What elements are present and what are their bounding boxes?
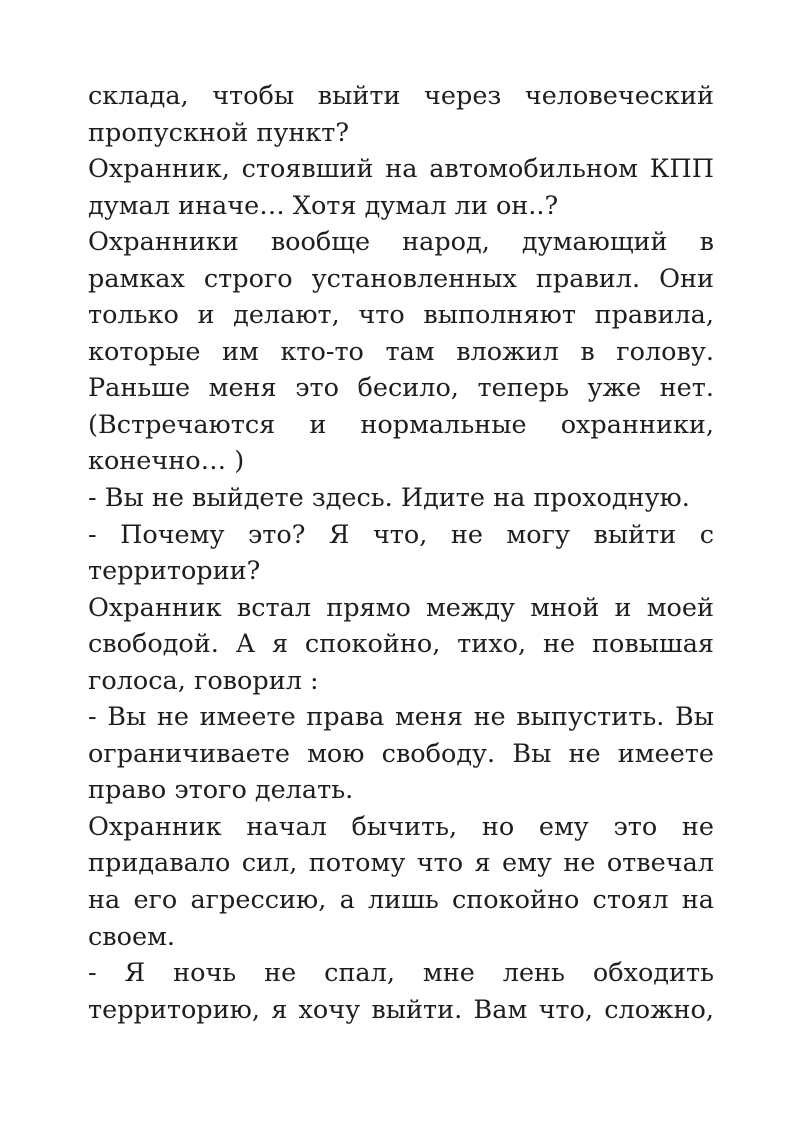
text-line: придавало сил, потому что я ему не отвечал [88,848,714,879]
text-line: (Встречаются и нормальные охранники, [88,409,714,440]
text-line: рамках строго установленных правил. Они [88,263,714,294]
text-line: Охранник, стоявший на автомобильном КПП [88,154,714,185]
text-line: Охранник встал прямо между мной и моей [88,592,714,623]
text-line: Охранник начал бычить, но ему это не [88,811,714,842]
text-line: конечно… ) [88,446,245,477]
text-line: только и делают, что выполняют правила, [88,300,714,331]
text-line: - Вы не выйдете здесь. Идите на проходную. [88,483,690,514]
text-line: право этого делать. [88,775,354,806]
text-line: территории? [88,556,261,587]
text-line: склада, чтобы выйти через человеческий [88,81,714,111]
text-line: территорию, я хочу выйти. Вам что, сложно, [88,994,714,1025]
text-line: - Почему это? Я что, не могу выйти с [88,519,714,550]
text-line: - Я ночь не спал, мне лень обходить [88,958,714,989]
text-line: думал иначе… Хотя думал ли он..? [88,190,559,221]
text-line: ограничиваете мою свободу. Вы не имеете [88,738,714,769]
text-line: - Вы не имеете права меня не выпустить. Вы [88,702,714,733]
text-line: пропускной пункт? [88,117,350,148]
text-line: на его агрессию, а лишь спокойно стоял на [88,885,714,916]
text-line: своем. [88,921,176,952]
text-line: голоса, говорил : [88,665,319,696]
text-line: свободой. А я спокойно, тихо, не повышая [88,629,714,660]
book-page-text [88,78,714,1028]
text-line: Охранники вообще народ, думающий в [88,227,714,258]
text-line: которые им кто-то там вложил в голову. [88,336,714,367]
text-line: Раньше меня это бесило, теперь уже нет. [88,373,714,404]
